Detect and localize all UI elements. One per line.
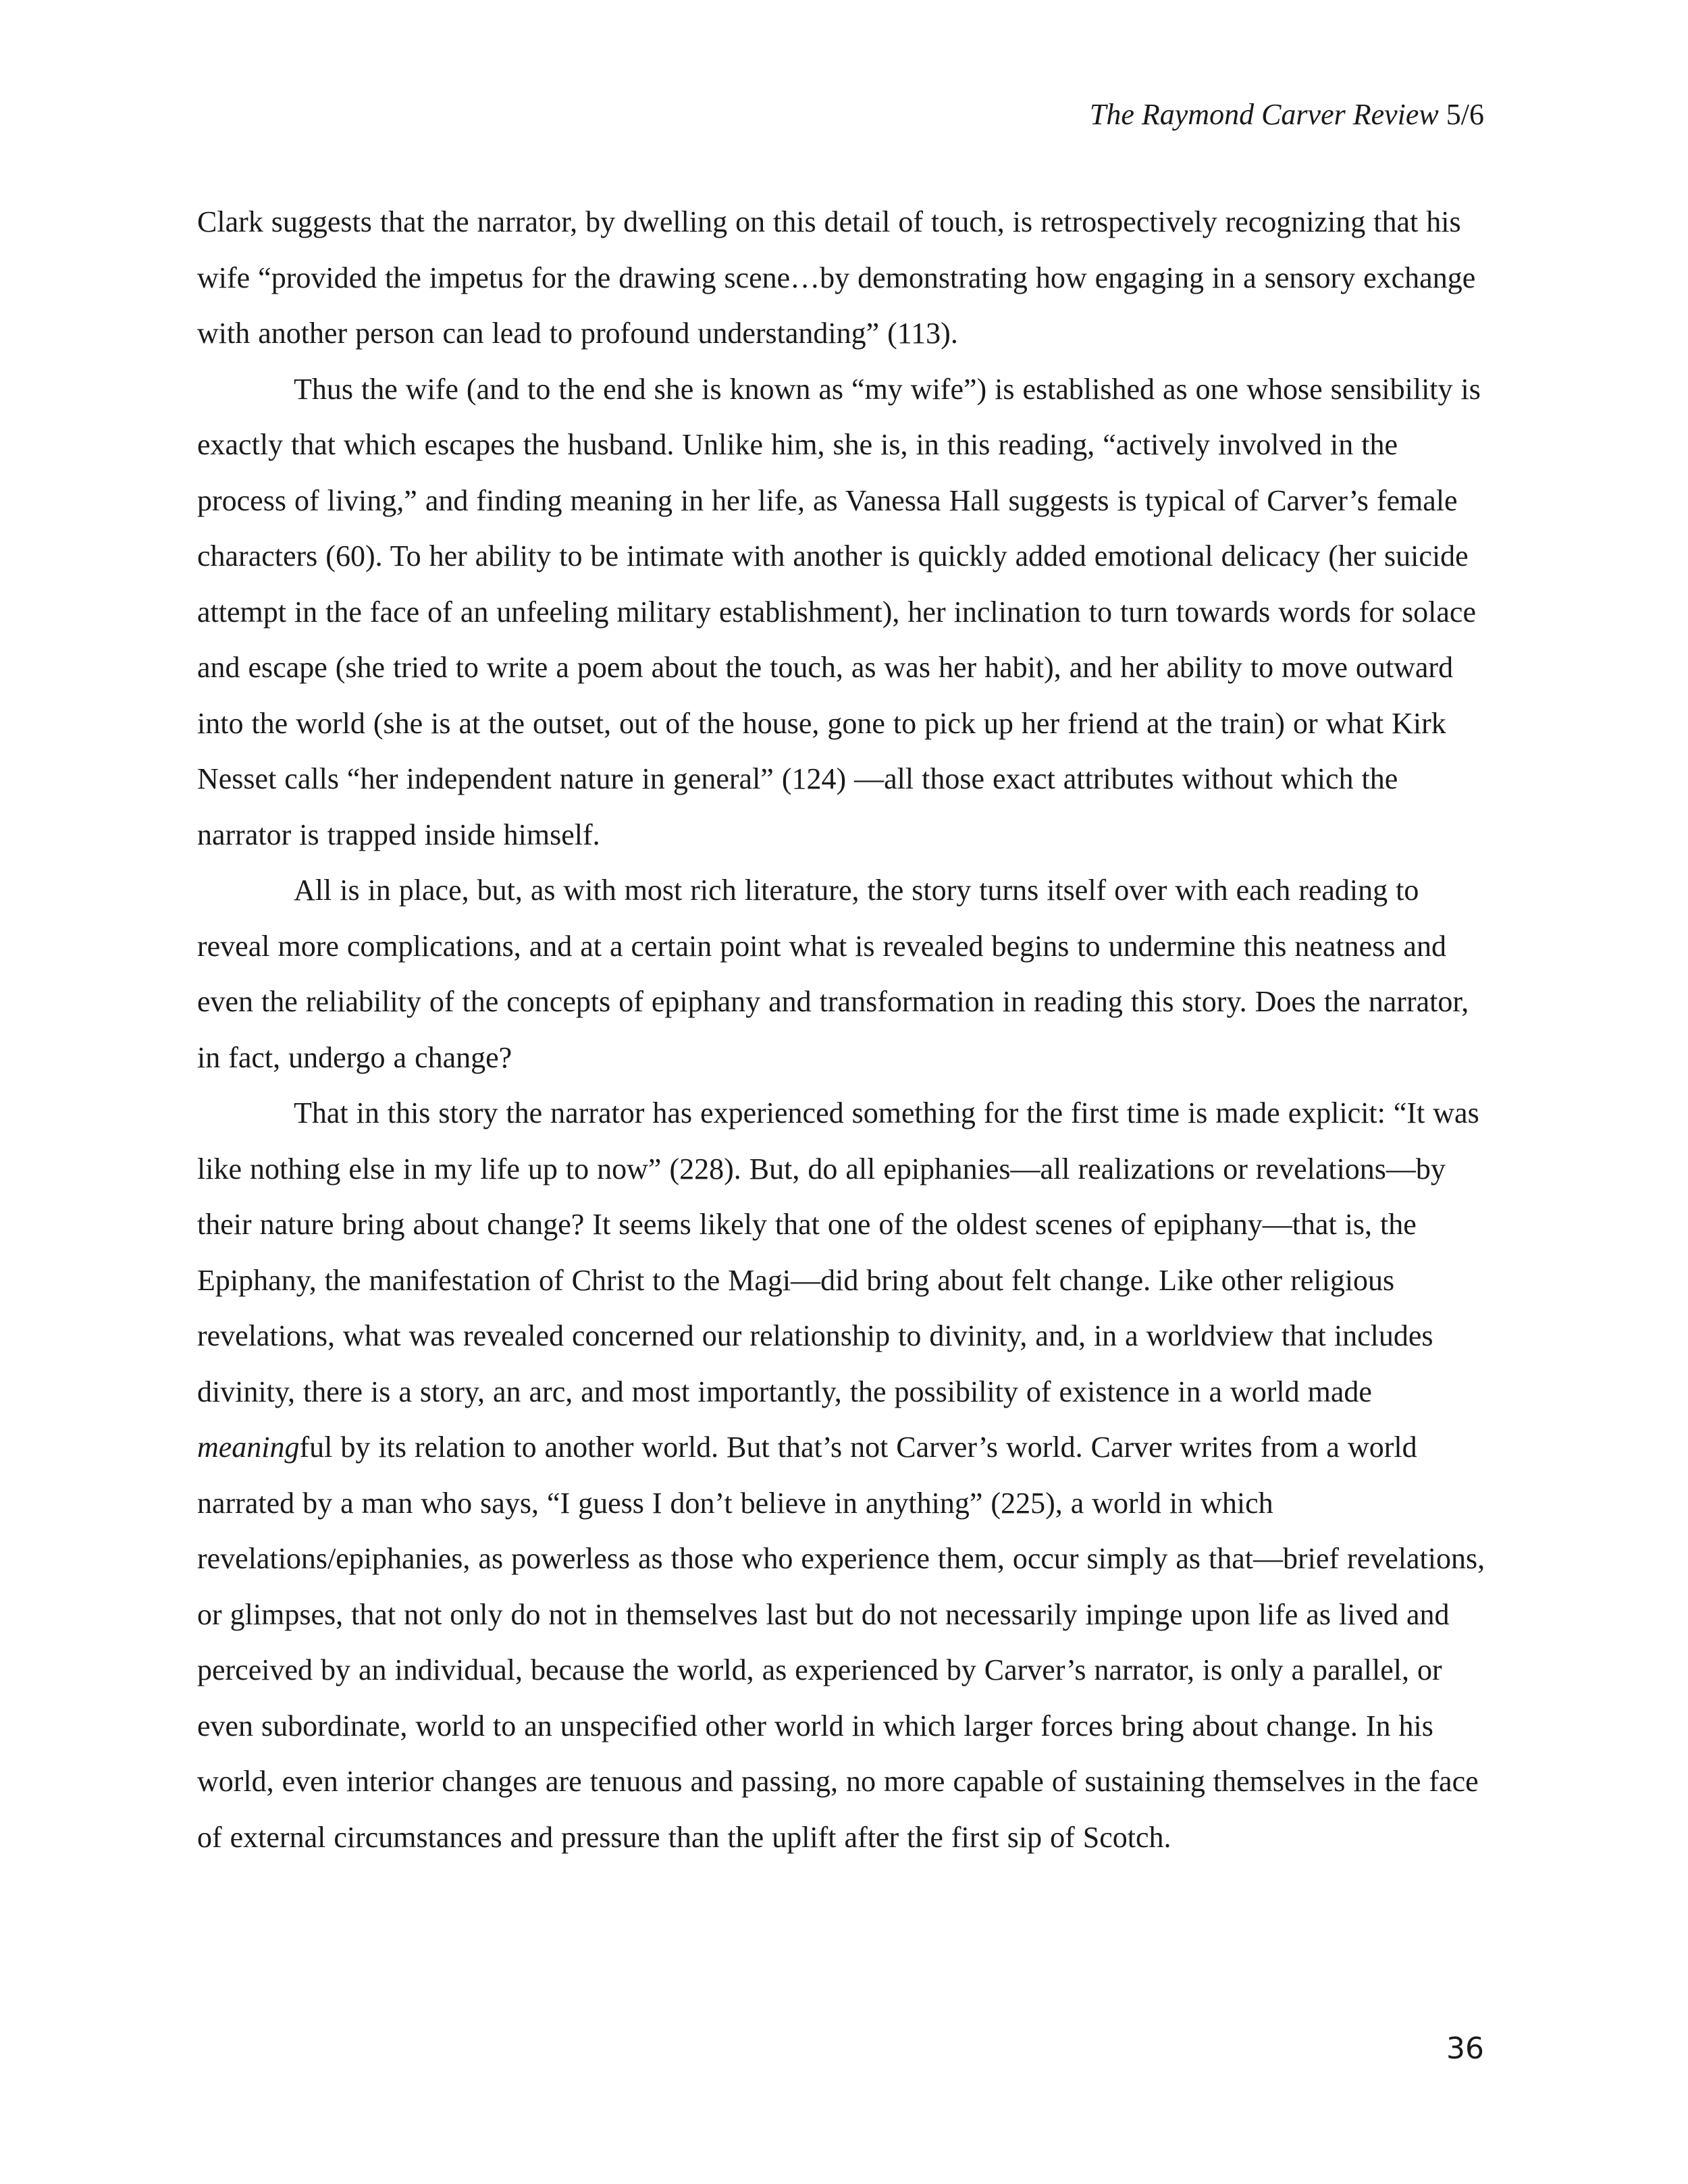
issue-number: 5/6 (1446, 98, 1484, 131)
paragraph-4 (197, 1086, 1490, 1865)
paragraph-text: That in this story the narrator has experienced something for the first time is made explicit: “It was like nothing else in my life up to now” (228). But, do all epiphanies—all realizations or revelations—by their nature bring about change? It seems likely that one of the oldest scenes of epiphany—that is, the Epiphany, the manifestation of Christ to the Magi—did bring about felt change. Like other religious revelations, what was revealed concerned our relationship to divinity, and, in a worldview that includes divinity, there is a story, an arc, and most importantly, the possibility of existence in a world made (197, 1096, 1479, 1408)
page-number: 36 (1446, 2031, 1484, 2066)
paragraph-text: All is in place, but, as with most rich literature, the story turns itself over with each reading to reveal more complications, and at a certain point what is revealed begins to undermine this neatness and even the reliability of the concepts of epiphany and transformation in reading this story. Does the narrator, in fact, undergo a change? (197, 874, 1469, 1074)
paragraph-3 (197, 863, 1490, 1086)
italic-emphasis: meaning (197, 1431, 300, 1464)
journal-title: The Raymond Carver Review (1089, 98, 1439, 131)
paragraph-2 (197, 362, 1490, 863)
paragraph-text: ful by its relation to another world. But that’s not Carver’s world. Carver writes from a world narrated by a man who says, “I guess I don’t believe in anything” (225), a world in which revelations/epiphanies, as powerless as those who experience them, occur simply as that—brief revelations, or glimpses, that not only do not in themselves last but do not necessarily impinge upon life as lived and perceived by an individual, because the world, as experienced by Carver’s narrator, is only a parallel, or even subordinate, world to an unspecified other world in which larger forces bring about change. In his world, even interior changes are tenuous and passing, no more capable of sustaining themselves in the face of external circumstances and pressure than the uplift after the first sip of Scotch. (197, 1431, 1485, 1854)
running-header (1090, 95, 1484, 135)
article-body (197, 194, 1490, 1865)
paragraph-text: Clark suggests that the narrator, by dwelling on this detail of touch, is retrospectively recognizing that his wife “provided the impetus for the drawing scene…by demonstrating how engaging in a sensory exchange with another person can lead to profound understanding” (113). (197, 205, 1476, 350)
paragraph-1 (197, 194, 1490, 362)
paragraph-text: Thus the wife (and to the end she is known as “my wife”) is established as one whose sensibility is exactly that which escapes the husband. Unlike him, she is, in this reading, “actively involved in the process of living,” and finding meaning in her life, as Vanessa Hall suggests is typical of Carver’s female characters (60). To her ability to be intimate with another is quickly added emotional delicacy (her suicide attempt in the face of an unfeeling military establishment), her inclination to turn towards words for solace and escape (she tried to write a poem about the touch, as was her habit), and her ability to move outward into the world (she is at the outset, out of the house, gone to pick up her friend at the train) or what Kirk Nesset calls “her independent nature in general” (124) —all those exact attributes without which the narrator is trapped inside himself. (197, 372, 1481, 851)
